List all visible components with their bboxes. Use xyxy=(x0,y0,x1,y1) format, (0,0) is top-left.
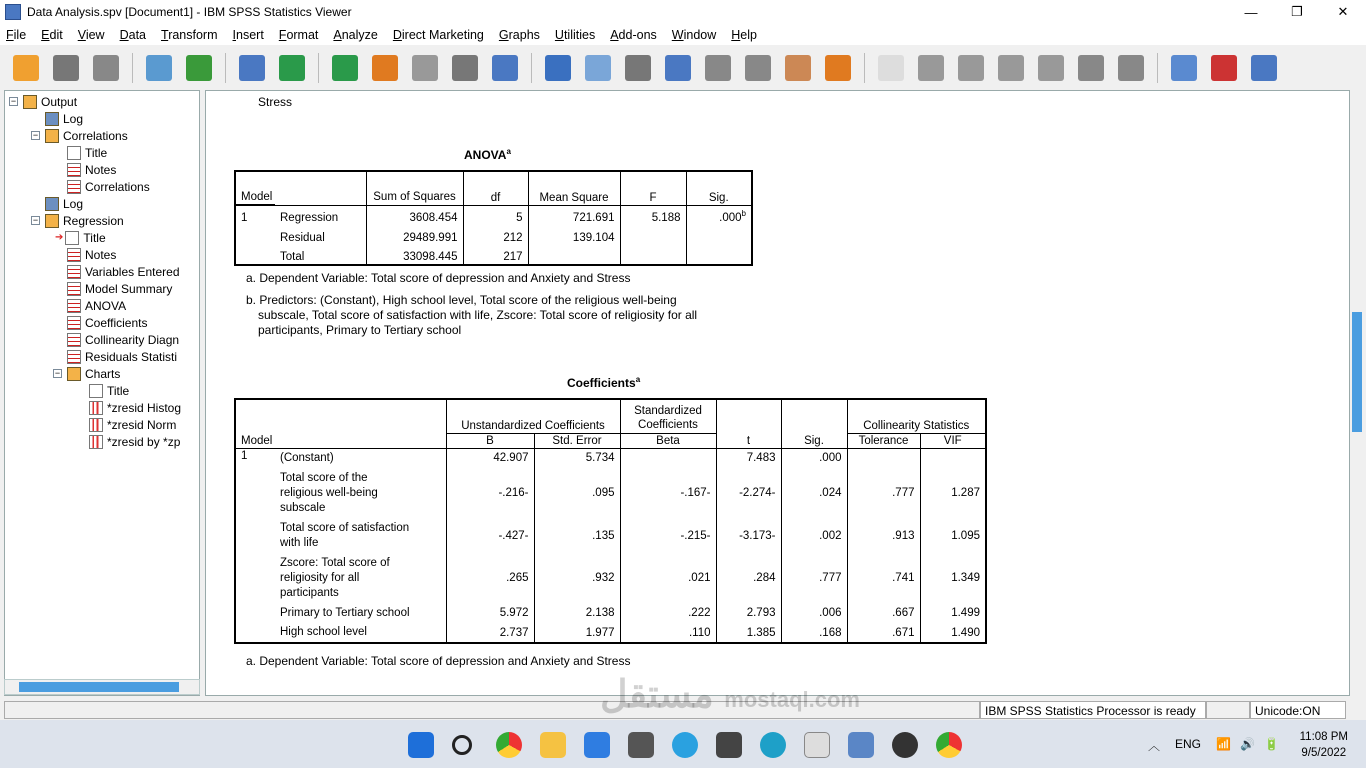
cell-beta: .222 xyxy=(620,603,716,623)
export-icon[interactable] xyxy=(182,51,216,85)
spss-app-icon xyxy=(5,4,21,20)
toolbar xyxy=(0,47,1366,89)
outline-item--zresid-by-zp[interactable] xyxy=(89,433,180,450)
cell-b: 2.737 xyxy=(446,623,534,643)
header-sig: Sig. xyxy=(686,171,752,205)
coef-header-vif: VIF xyxy=(920,433,986,448)
outline-item-label: *zresid by *zp xyxy=(107,434,181,449)
hide-icon[interactable] xyxy=(1114,51,1148,85)
coef-header-unstandardized: Unstandardized Coefficients xyxy=(446,399,620,433)
coefficients-footnote-a: a. Dependent Variable: Total score of depression and Anxiety and Stress xyxy=(246,654,631,668)
outline-item-label: Notes xyxy=(85,247,117,262)
cell-vif: 1.287 xyxy=(920,468,986,518)
tbl-icon xyxy=(67,350,81,364)
log-icon xyxy=(45,197,59,211)
header-sum-of-squares: Sum of Squares xyxy=(366,171,463,205)
book-icon xyxy=(45,214,59,228)
doc-icon xyxy=(89,384,103,398)
menu-analyze[interactable]: Analyze xyxy=(333,27,378,42)
menu-window[interactable]: Window xyxy=(671,27,717,42)
collapse-icon xyxy=(1038,55,1064,81)
menu-view[interactable]: View xyxy=(77,27,105,42)
coef-header-b: B xyxy=(446,433,534,448)
outline-item-label: Collinearity Diagn xyxy=(85,332,180,347)
app-icon[interactable] xyxy=(716,732,742,758)
book-icon xyxy=(67,367,81,381)
toolbar-separator xyxy=(864,53,865,83)
select-cases-icon xyxy=(665,55,691,81)
edge-icon[interactable] xyxy=(760,732,786,758)
cell-sig xyxy=(686,225,752,245)
coef-header-tolerance: Tolerance xyxy=(847,433,920,448)
cell-mean-square: 139.104 xyxy=(528,225,620,245)
chart-icon xyxy=(89,418,103,432)
insert-heading-icon xyxy=(1171,55,1197,81)
anova-footnote-b-line2: subscale, Total score of satisfaction with life, Zscore: Total score of religiosity for all xyxy=(258,308,698,322)
predictor-label: High school level xyxy=(280,626,367,638)
stress-fragment: Stress xyxy=(258,95,293,109)
toolbar-separator xyxy=(225,53,226,83)
tbl-icon xyxy=(67,282,81,296)
content-vertical-scrollbar[interactable] xyxy=(1350,90,1364,696)
menu-add-ons[interactable]: Add-ons xyxy=(610,27,657,42)
outline-item-title[interactable] xyxy=(67,144,107,161)
predictor-label: (Constant) xyxy=(280,451,334,464)
table-row xyxy=(235,603,986,623)
tbl-icon xyxy=(67,180,81,194)
model-number: 1 xyxy=(235,205,275,225)
windows-taskbar xyxy=(0,720,1366,768)
cell-t: -2.274- xyxy=(716,468,781,518)
chevron-up-icon[interactable]: ︿ xyxy=(1148,739,1161,753)
book-icon xyxy=(23,95,37,109)
table-row xyxy=(235,518,986,553)
outline-item-correlations[interactable] xyxy=(31,127,128,144)
coef-header-std-error: Std. Error xyxy=(534,433,620,448)
outline-item-log[interactable] xyxy=(45,110,83,127)
cell-vif xyxy=(920,448,986,468)
save-icon[interactable] xyxy=(49,51,83,85)
save-icon xyxy=(53,55,79,81)
export-icon xyxy=(186,55,212,81)
snipping-tool-icon[interactable] xyxy=(804,732,830,758)
insert-title-icon[interactable] xyxy=(1207,51,1241,85)
outline-item-variables-entered[interactable] xyxy=(67,263,180,280)
cell-beta xyxy=(620,448,716,468)
menu-format[interactable]: Format xyxy=(278,27,319,42)
edit-icon[interactable] xyxy=(781,51,815,85)
tbl-icon xyxy=(67,163,81,177)
outline-item-coefficients[interactable] xyxy=(67,314,147,331)
outline-item-correlations[interactable] xyxy=(67,178,150,195)
value-labels-icon xyxy=(705,55,731,81)
print-icon[interactable] xyxy=(89,51,123,85)
edit-icon xyxy=(785,55,811,81)
model-number: 1 xyxy=(241,449,248,462)
variables-icon[interactable] xyxy=(488,51,522,85)
outline-item-title[interactable] xyxy=(89,382,129,399)
cell-tolerance: .671 xyxy=(847,623,920,643)
outline-item--zresid-norm[interactable] xyxy=(89,416,176,433)
open-icon xyxy=(13,55,39,81)
cell-std-error: .932 xyxy=(534,553,620,603)
model-number xyxy=(235,603,275,623)
clock[interactable]: 11:08 PM 9/5/2022 xyxy=(1299,731,1348,759)
table-row xyxy=(235,623,986,643)
chrome-icon[interactable] xyxy=(936,732,962,758)
cell-f xyxy=(620,225,686,245)
outline-item-anova[interactable] xyxy=(67,297,126,314)
circle-icon[interactable] xyxy=(581,51,615,85)
goto-case-icon xyxy=(412,55,438,81)
cell-sig: .006 xyxy=(781,603,847,623)
header-mean-square: Mean Square xyxy=(528,171,620,205)
run-icon[interactable] xyxy=(821,51,855,85)
row-label: Total xyxy=(280,251,305,263)
insert-heading-icon[interactable] xyxy=(1167,51,1201,85)
cell-t: .284 xyxy=(716,553,781,603)
chart-icon xyxy=(89,401,103,415)
script-icon xyxy=(878,55,904,81)
undo-icon xyxy=(279,55,305,81)
anova-footnote-b-line1: b. Predictors: (Constant), High school level, Total score of the religious well-being xyxy=(246,293,677,307)
cell-std-error: .095 xyxy=(534,468,620,518)
coef-header-beta: Beta xyxy=(620,433,716,448)
close-button[interactable]: ✕ xyxy=(1337,4,1349,19)
outline-item-label: Log xyxy=(63,196,84,211)
header-model: Model xyxy=(235,171,366,205)
cell-beta: -.167- xyxy=(620,468,716,518)
coef-header-standardized: Standardized Coefficients xyxy=(620,399,716,433)
table-row xyxy=(235,468,986,518)
cell-tolerance xyxy=(847,448,920,468)
minimize-button[interactable]: — xyxy=(1244,4,1258,20)
cell-vif: 1.499 xyxy=(920,603,986,623)
weight-icon xyxy=(625,55,651,81)
expand-icon[interactable] xyxy=(994,51,1028,85)
outline-item-notes[interactable] xyxy=(67,161,116,178)
menu-direct-marketing[interactable]: Direct Marketing xyxy=(392,27,484,42)
window-title: Data Analysis.spv [Document1] - IBM SPSS Statistics Viewer xyxy=(27,5,352,19)
cell-df: 217 xyxy=(463,245,528,265)
battery-icon[interactable]: 🔋 xyxy=(1264,737,1279,751)
cell-sum-of-squares: 29489.991 xyxy=(366,225,463,245)
toolbar-separator xyxy=(531,53,532,83)
model-number xyxy=(235,468,275,518)
collapse-toggle-icon[interactable]: − xyxy=(32,215,39,225)
outline-horizontal-scrollbar[interactable] xyxy=(4,679,200,695)
insert-text-icon xyxy=(1251,55,1277,81)
script-icon[interactable] xyxy=(874,51,908,85)
menu-help[interactable]: Help xyxy=(731,27,757,42)
variables-icon xyxy=(492,55,518,81)
show-icon xyxy=(1078,55,1104,81)
row-label: Residual xyxy=(280,232,325,244)
cell-mean-square: 721.691 xyxy=(528,205,620,225)
menu-graphs[interactable]: Graphs xyxy=(498,27,540,42)
toolbar-separator xyxy=(318,53,319,83)
predictor-label: Primary to Tertiary school xyxy=(280,606,410,619)
expand-icon xyxy=(998,55,1024,81)
goto-case-icon[interactable] xyxy=(408,51,442,85)
table-row xyxy=(235,225,752,245)
book-icon xyxy=(45,129,59,143)
cell-sig: .000 xyxy=(781,448,847,468)
tbl-icon xyxy=(67,299,81,313)
coef-header-t: t xyxy=(716,399,781,448)
cell-mean-square xyxy=(528,245,620,265)
cell-df: 212 xyxy=(463,225,528,245)
toolbar-separator xyxy=(132,53,133,83)
cell-b: .265 xyxy=(446,553,534,603)
value-labels-icon[interactable] xyxy=(701,51,735,85)
cell-sum-of-squares: 3608.454 xyxy=(366,205,463,225)
header-df: df xyxy=(463,171,528,205)
run-icon xyxy=(825,55,851,81)
cell-sum-of-squares: 33098.445 xyxy=(366,245,463,265)
coefficients-table xyxy=(234,398,987,644)
print-icon xyxy=(93,55,119,81)
cell-f: 5.188 xyxy=(620,205,686,225)
cell-tolerance: .777 xyxy=(847,468,920,518)
model-number xyxy=(235,245,275,265)
show-icon[interactable] xyxy=(1074,51,1108,85)
insert-text-icon[interactable] xyxy=(1247,51,1281,85)
scroll-thumb[interactable] xyxy=(1352,312,1362,432)
telegram-icon[interactable] xyxy=(672,732,698,758)
cell-beta: .021 xyxy=(620,553,716,603)
outline-item-residuals-statisti[interactable] xyxy=(67,348,177,365)
cell-std-error: 1.977 xyxy=(534,623,620,643)
maximize-button[interactable]: ❐ xyxy=(1291,4,1303,19)
cell-t: 7.483 xyxy=(716,448,781,468)
undo-icon[interactable] xyxy=(275,51,309,85)
collapse-toggle-icon[interactable]: − xyxy=(54,368,61,378)
outline-item-label: Title xyxy=(83,230,106,245)
outline-item-label: ANOVA xyxy=(85,298,127,313)
model-number xyxy=(235,623,275,643)
back-icon[interactable] xyxy=(914,51,948,85)
goto-data-icon[interactable] xyxy=(368,51,402,85)
print-preview-icon xyxy=(146,55,172,81)
outline-item-label: Title xyxy=(85,145,108,160)
goto-variable-icon xyxy=(452,55,478,81)
menu-data[interactable]: Data xyxy=(119,27,147,42)
collapse-toggle-icon[interactable]: − xyxy=(10,96,17,106)
outline-item-label: *zresid Histog xyxy=(107,400,182,415)
cell-tolerance: .667 xyxy=(847,603,920,623)
anova-footnote-b-line3: participants, Primary to Tertiary school xyxy=(258,323,462,337)
tbl-icon xyxy=(67,333,81,347)
cell-df: 5 xyxy=(463,205,528,225)
cell-vif: 1.490 xyxy=(920,623,986,643)
outline-item-label: Residuals Statisti xyxy=(85,349,178,364)
recall-dialog-icon[interactable] xyxy=(235,51,269,85)
anova-title: ANOVA$^a$ xyxy=(464,147,511,162)
outline-item-charts[interactable] xyxy=(53,365,120,382)
outline-item-label: Title xyxy=(107,383,130,398)
coef-header-sig: Sig. xyxy=(781,399,847,448)
cell-std-error: 5.734 xyxy=(534,448,620,468)
outline-item-label: Output xyxy=(41,94,78,109)
goto-variable-icon[interactable] xyxy=(448,51,482,85)
cell-b: -.427- xyxy=(446,518,534,553)
cell-vif: 1.349 xyxy=(920,553,986,603)
anova-table xyxy=(234,170,753,266)
menu-insert[interactable]: Insert xyxy=(232,27,264,42)
table-row xyxy=(235,553,986,603)
recall-dialog-icon xyxy=(239,55,265,81)
cell-tolerance: .913 xyxy=(847,518,920,553)
cell-sig: .000$^b$ xyxy=(686,205,752,225)
chart-icon xyxy=(89,435,103,449)
menu-file[interactable]: File xyxy=(6,27,27,42)
chart-icon[interactable] xyxy=(741,51,775,85)
unicode-status: Unicode:ON xyxy=(1250,701,1346,719)
outline-item-title[interactable] xyxy=(55,229,106,246)
cell-beta: -.215- xyxy=(620,518,716,553)
coef-header-collinearity: Collinearity Statistics xyxy=(847,399,986,433)
wifi-icon[interactable]: 📶 xyxy=(1216,737,1231,751)
cell-b: 5.972 xyxy=(446,603,534,623)
cell-t: 2.793 xyxy=(716,603,781,623)
outline-item-notes[interactable] xyxy=(67,246,116,263)
status-empty-cell xyxy=(1206,701,1250,719)
chrome-icon[interactable] xyxy=(496,732,522,758)
cell-sig xyxy=(686,245,752,265)
table-row xyxy=(235,448,986,468)
back-icon xyxy=(918,55,944,81)
outline-item-label: *zresid Norm xyxy=(107,417,177,432)
predictor-label: Total score of satisfaction with life xyxy=(280,521,410,549)
model-number xyxy=(235,553,275,603)
redo-icon xyxy=(332,55,358,81)
table-row xyxy=(235,205,752,225)
predictor-label: Zscore: Total score of religiosity for all participants xyxy=(280,556,390,599)
doc-icon xyxy=(67,146,81,160)
forward-icon xyxy=(958,55,984,81)
tbl-icon xyxy=(67,316,81,330)
toolbar-separator xyxy=(1157,53,1158,83)
menu-bar xyxy=(0,24,1366,45)
cell-b: -.216- xyxy=(446,468,534,518)
start-icon[interactable] xyxy=(408,732,434,758)
spss-taskbar-icon[interactable] xyxy=(848,732,874,758)
print-preview-icon[interactable] xyxy=(142,51,176,85)
outline-item-label: Correlations xyxy=(85,179,150,194)
log-icon xyxy=(45,112,59,126)
outline-item-log[interactable] xyxy=(45,195,83,212)
syntax-icon[interactable] xyxy=(541,51,575,85)
cell-f xyxy=(620,245,686,265)
coef-header-model: Model xyxy=(235,399,446,448)
tbl-icon xyxy=(67,248,81,262)
forward-icon[interactable] xyxy=(954,51,988,85)
header-f: F xyxy=(620,171,686,205)
select-cases-icon[interactable] xyxy=(661,51,695,85)
outline-item-collinearity-diagn[interactable] xyxy=(67,331,179,348)
model-number xyxy=(235,225,275,245)
cell-beta: .110 xyxy=(620,623,716,643)
outline-item-label: Correlations xyxy=(63,128,128,143)
scroll-thumb[interactable] xyxy=(19,682,179,692)
cell-sig: .002 xyxy=(781,518,847,553)
syntax-icon xyxy=(545,55,571,81)
outline-item-label: Variables Entered xyxy=(85,264,180,279)
watermark: مستقل mostaql.com xyxy=(600,674,860,716)
search-icon[interactable] xyxy=(452,735,472,755)
menu-utilities[interactable]: Utilities xyxy=(554,27,596,42)
outline-item-label: Regression xyxy=(63,213,124,228)
outline-item-output[interactable] xyxy=(9,93,77,110)
anova-footnote-a: a. Dependent Variable: Total score of depression and Anxiety and Stress xyxy=(246,271,631,285)
predictor-label: Total score of the religious well-being subscale xyxy=(280,471,378,514)
coefficients-title: Coefficients$^a$ xyxy=(567,375,641,390)
cell-tolerance: .741 xyxy=(847,553,920,603)
title-bar xyxy=(0,0,1366,24)
outline-item-label: Model Summary xyxy=(85,281,173,296)
language-indicator[interactable]: ENG xyxy=(1175,737,1202,751)
outline-item-regression[interactable] xyxy=(31,212,124,229)
redo-icon[interactable] xyxy=(328,51,362,85)
doc-icon xyxy=(65,231,79,245)
goto-data-icon xyxy=(372,55,398,81)
menu-edit[interactable]: Edit xyxy=(41,27,63,42)
outline-item--zresid-histog[interactable] xyxy=(89,399,181,416)
insert-title-icon xyxy=(1211,55,1237,81)
circle-icon xyxy=(585,55,611,81)
row-label: Regression xyxy=(280,212,339,224)
table-row xyxy=(235,245,752,265)
cell-vif: 1.095 xyxy=(920,518,986,553)
cell-sig: .168 xyxy=(781,623,847,643)
media-player-icon[interactable] xyxy=(892,732,918,758)
outline-item-label: Log xyxy=(63,111,84,126)
cell-b: 42.907 xyxy=(446,448,534,468)
cell-std-error: .135 xyxy=(534,518,620,553)
tbl-icon xyxy=(67,265,81,279)
file-explorer-icon[interactable] xyxy=(540,732,566,758)
collapse-toggle-icon[interactable]: − xyxy=(32,130,39,140)
cell-sig: .024 xyxy=(781,468,847,518)
cell-t: 1.385 xyxy=(716,623,781,643)
outline-item-label: Notes xyxy=(85,162,117,177)
outline-item-label: Charts xyxy=(85,366,121,381)
output-content-pane[interactable] xyxy=(205,90,1350,696)
processor-status: IBM SPSS Statistics Processor is ready xyxy=(980,701,1206,719)
outline-pane[interactable] xyxy=(4,90,200,696)
model-number xyxy=(235,518,275,553)
volume-icon[interactable]: 🔊 xyxy=(1240,737,1255,751)
hide-icon xyxy=(1118,55,1144,81)
cell-std-error: 2.138 xyxy=(534,603,620,623)
outline-item-model-summary[interactable] xyxy=(67,280,172,297)
chart-icon xyxy=(745,55,771,81)
open-icon[interactable] xyxy=(9,51,43,85)
mail-icon[interactable] xyxy=(584,732,610,758)
menu-transform[interactable]: Transform xyxy=(161,27,218,42)
current-item-arrow-icon: ➔ xyxy=(55,232,64,243)
cell-t: -3.173- xyxy=(716,518,781,553)
collapse-icon[interactable] xyxy=(1034,51,1068,85)
outline-item-label: Coefficients xyxy=(85,315,148,330)
weight-icon[interactable] xyxy=(621,51,655,85)
app-icon[interactable] xyxy=(628,732,654,758)
cell-sig: .777 xyxy=(781,553,847,603)
